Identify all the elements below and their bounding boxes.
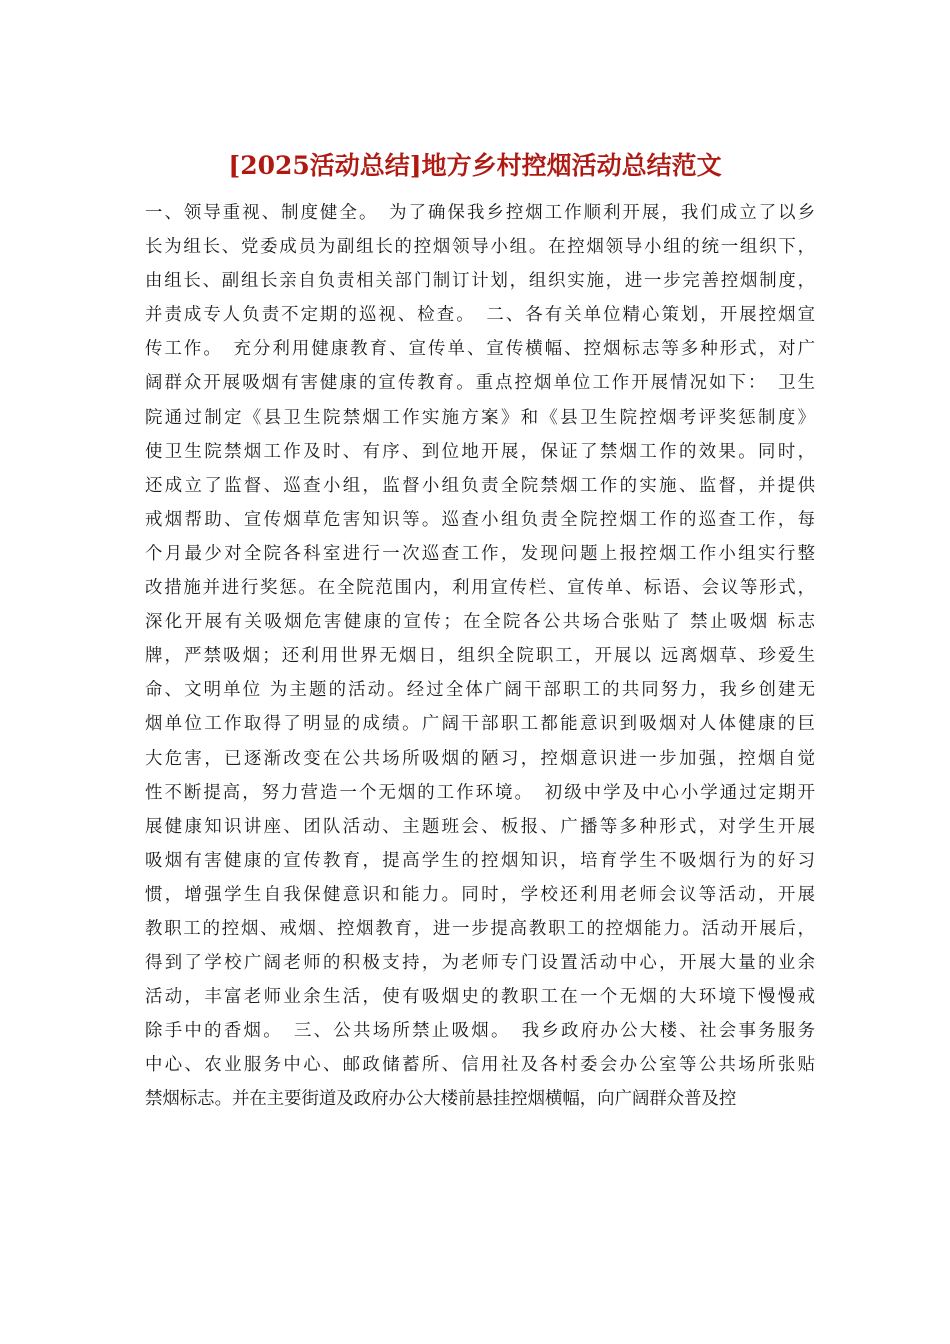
body-line: 改措施并进行奖惩。在全院范围内，利用宣传栏、宣传单、标语、会议等形式， bbox=[145, 578, 815, 599]
body-line: 并责成专人负责不定期的巡视、检查。 二、各有关单位精心策划，开展控烟宣 bbox=[145, 305, 815, 326]
body-line: 惯，增强学生自我保健意识和能力。同时，学校还利用老师会议等活动，开展 bbox=[145, 884, 815, 905]
body-line: 长为组长、党委成员为副组长的控烟领导小组。在控烟领导小组的统一组织下， bbox=[145, 237, 815, 258]
body-line: 使卫生院禁烟工作及时、有序、到位地开展，保证了禁烟工作的效果。同时， bbox=[145, 441, 815, 462]
body-line: 吸烟有害健康的宣传教育，提高学生的控烟知识，培育学生不吸烟行为的好习 bbox=[145, 850, 815, 871]
body-line: 性不断提高，努力营造一个无烟的工作环境。 初级中学及中心小学通过定期开 bbox=[145, 782, 815, 803]
body-line: 活动，丰富老师业余生活，使有吸烟史的教职工在一个无烟的大环境下慢慢戒 bbox=[145, 987, 815, 1008]
body-line: 除手中的香烟。 三、公共场所禁止吸烟。 我乡政府办公大楼、社会事务服务 bbox=[145, 1021, 815, 1042]
body-line: 阔群众开展吸烟有害健康的宣传教育。重点控烟单位工作开展情况如下： 卫生 bbox=[145, 373, 815, 394]
body-line: 院通过制定《县卫生院禁烟工作实施方案》和《县卫生院控烟考评奖惩制度》 bbox=[145, 407, 815, 428]
body-line: 戒烟帮助、宣传烟草危害知识等。巡查小组负责全院控烟工作的巡查工作，每 bbox=[145, 509, 815, 530]
body-line: 一、领导重视、制度健全。 为了确保我乡控烟工作顺利开展，我们成立了以乡 bbox=[145, 203, 815, 223]
body-line: 烟单位工作取得了明显的成绩。广阔干部职工都能意识到吸烟对人体健康的巨 bbox=[145, 714, 815, 735]
body-line: 传工作。 充分利用健康教育、宣传单、宣传横幅、控烟标志等多种形式，对广 bbox=[145, 339, 815, 360]
body-line: 命、文明单位 为主题的活动。经过全体广阔干部职工的共同努力，我乡创建无 bbox=[145, 680, 815, 701]
body-line: 深化开展有关吸烟危害健康的宣传；在全院各公共场合张贴了 禁止吸烟 标志 bbox=[145, 612, 815, 633]
body-line: 展健康知识讲座、团队活动、主题班会、板报、广播等多种形式，对学生开展 bbox=[145, 816, 815, 837]
body-line: 还成立了监督、巡查小组，监督小组负责全院禁烟工作的实施、监督，并提供 bbox=[145, 475, 815, 496]
document-body bbox=[145, 196, 815, 1117]
body-line: 得到了学校广阔老师的积极支持，为老师专门设置活动中心，开展大量的业余 bbox=[145, 953, 815, 974]
body-line: 教职工的控烟、戒烟、控烟教育，进一步提高教职工的控烟能力。活动开展后， bbox=[145, 918, 815, 939]
body-line: 牌，严禁吸烟；还利用世界无烟日，组织全院职工，开展以 远离烟草、珍爱生 bbox=[145, 646, 815, 667]
body-line: 中心、农业服务中心、邮政储蓄所、信用社及各村委会办公室等公共场所张贴 bbox=[145, 1055, 815, 1076]
body-line: 大危害，已逐渐改变在公共场所吸烟的陋习，控烟意识进一步加强，控烟自觉 bbox=[145, 748, 815, 769]
document-title: [2025活动总结]地方乡村控烟活动总结范文 bbox=[228, 151, 722, 180]
body-line: 由组长、副组长亲自负责相关部门制订计划，组织实施，进一步完善控烟制度， bbox=[145, 271, 815, 292]
body-line: 禁烟标志。并在主要街道及政府办公大楼前悬挂控烟横幅，向广阔群众普及控 bbox=[145, 1089, 737, 1110]
body-line: 个月最少对全院各科室进行一次巡查工作，发现问题上报控烟工作小组实行整 bbox=[145, 543, 815, 564]
